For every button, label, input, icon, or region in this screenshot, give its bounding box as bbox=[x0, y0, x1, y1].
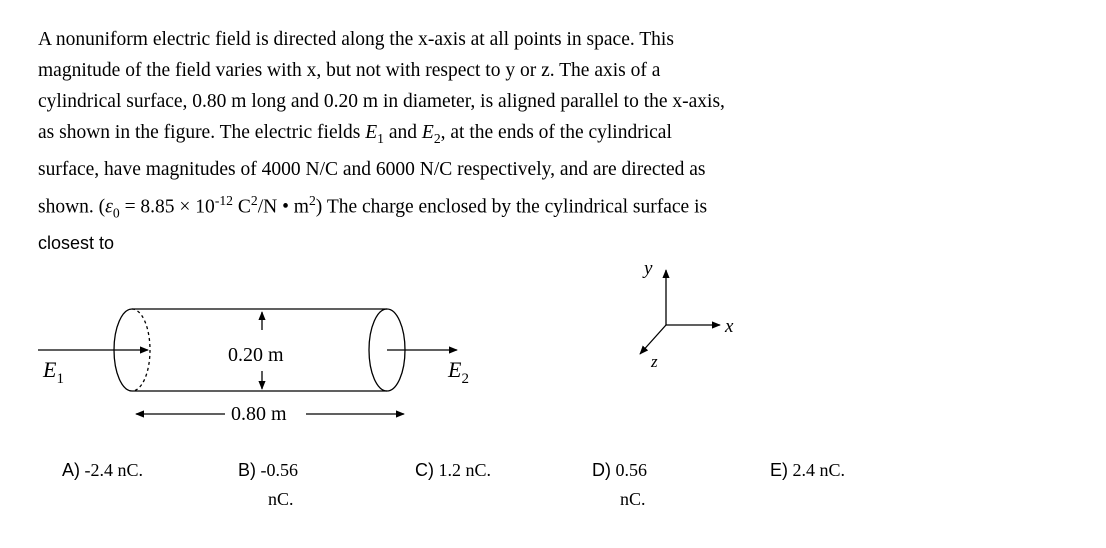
epsilon-subscript: 0 bbox=[112, 205, 120, 221]
problem-line-2: magnitude of the field varies with x, but not with respect to y or z. The axis of a bbox=[38, 60, 661, 81]
choice-d-text: 0.56 bbox=[615, 460, 647, 480]
choice-b-text-line2: nC. bbox=[268, 489, 294, 509]
e2-subscript: 2 bbox=[433, 130, 441, 146]
problem-line-5: surface, have magnitudes of 4000 N/C and 6000 N/C respectively, and are directed as bbox=[38, 158, 706, 180]
z-axis-arrow bbox=[640, 325, 666, 354]
choice-b-text: -0.56 bbox=[260, 460, 298, 480]
problem-line-1: A nonuniform electric field is directed along the x-axis at all points in space. This bbox=[38, 29, 674, 50]
choice-a[interactable] bbox=[62, 456, 143, 485]
e2-label-sub: 2 bbox=[461, 371, 469, 387]
diameter-label: 0.20 m bbox=[228, 344, 284, 366]
choice-d-text-line2: nC. bbox=[620, 489, 646, 509]
y-axis-label: y bbox=[644, 258, 653, 279]
exponent: -12 bbox=[214, 192, 233, 208]
choice-d-letter: D) bbox=[592, 460, 611, 480]
cylinder-figure bbox=[0, 250, 1106, 440]
problem-line-6 bbox=[38, 185, 878, 228]
problem-text bbox=[38, 24, 878, 259]
choice-c[interactable] bbox=[415, 456, 491, 485]
z-axis-label: z bbox=[651, 352, 658, 371]
epsilon-symbol: ε bbox=[105, 196, 113, 218]
e2-label bbox=[447, 357, 469, 387]
exponent: 2 bbox=[250, 192, 258, 208]
choice-b[interactable] bbox=[238, 456, 298, 514]
choice-c-letter: C) bbox=[415, 460, 434, 480]
problem-line-7: closest to bbox=[38, 233, 115, 254]
text-segment: = 8.85 × 10 bbox=[119, 196, 215, 218]
e1-label bbox=[42, 357, 64, 387]
text-segment: /N • m bbox=[257, 196, 309, 218]
choice-e-letter: E) bbox=[770, 460, 788, 480]
e2-label-letter: E bbox=[448, 357, 462, 382]
text-segment: , at the ends of the cylindrical bbox=[440, 122, 672, 143]
choice-a-text: -2.4 nC. bbox=[84, 460, 143, 480]
choice-e-text: 2.4 nC. bbox=[792, 460, 846, 480]
problem-line-4 bbox=[38, 117, 878, 154]
e1-subscript: 1 bbox=[377, 130, 384, 146]
e1-label-sub: 1 bbox=[56, 371, 64, 387]
problem-line-3: cylindrical surface, 0.80 m long and 0.20 m in diameter, is aligned parallel to the x-axis, bbox=[38, 91, 725, 112]
choice-a-letter: A) bbox=[62, 460, 80, 480]
choice-d[interactable] bbox=[592, 456, 647, 514]
e1-label-letter: E bbox=[43, 357, 57, 382]
choice-c-text: 1.2 nC. bbox=[438, 460, 492, 480]
text-segment: as shown in the figure. The electric fields bbox=[38, 122, 366, 143]
x-axis-label: x bbox=[725, 316, 734, 337]
choice-e[interactable] bbox=[770, 456, 845, 485]
length-label: 0.80 m bbox=[231, 403, 287, 425]
text-segment: C bbox=[233, 196, 251, 218]
e1-symbol: E bbox=[365, 122, 378, 143]
text-segment: and bbox=[384, 122, 422, 143]
exponent: 2 bbox=[308, 192, 316, 208]
choice-b-letter: B) bbox=[238, 460, 256, 480]
e2-symbol: E bbox=[421, 122, 434, 143]
text-segment: ) The charge enclosed by the cylindrical surface is bbox=[315, 196, 708, 218]
text-segment: shown. ( bbox=[38, 196, 106, 218]
